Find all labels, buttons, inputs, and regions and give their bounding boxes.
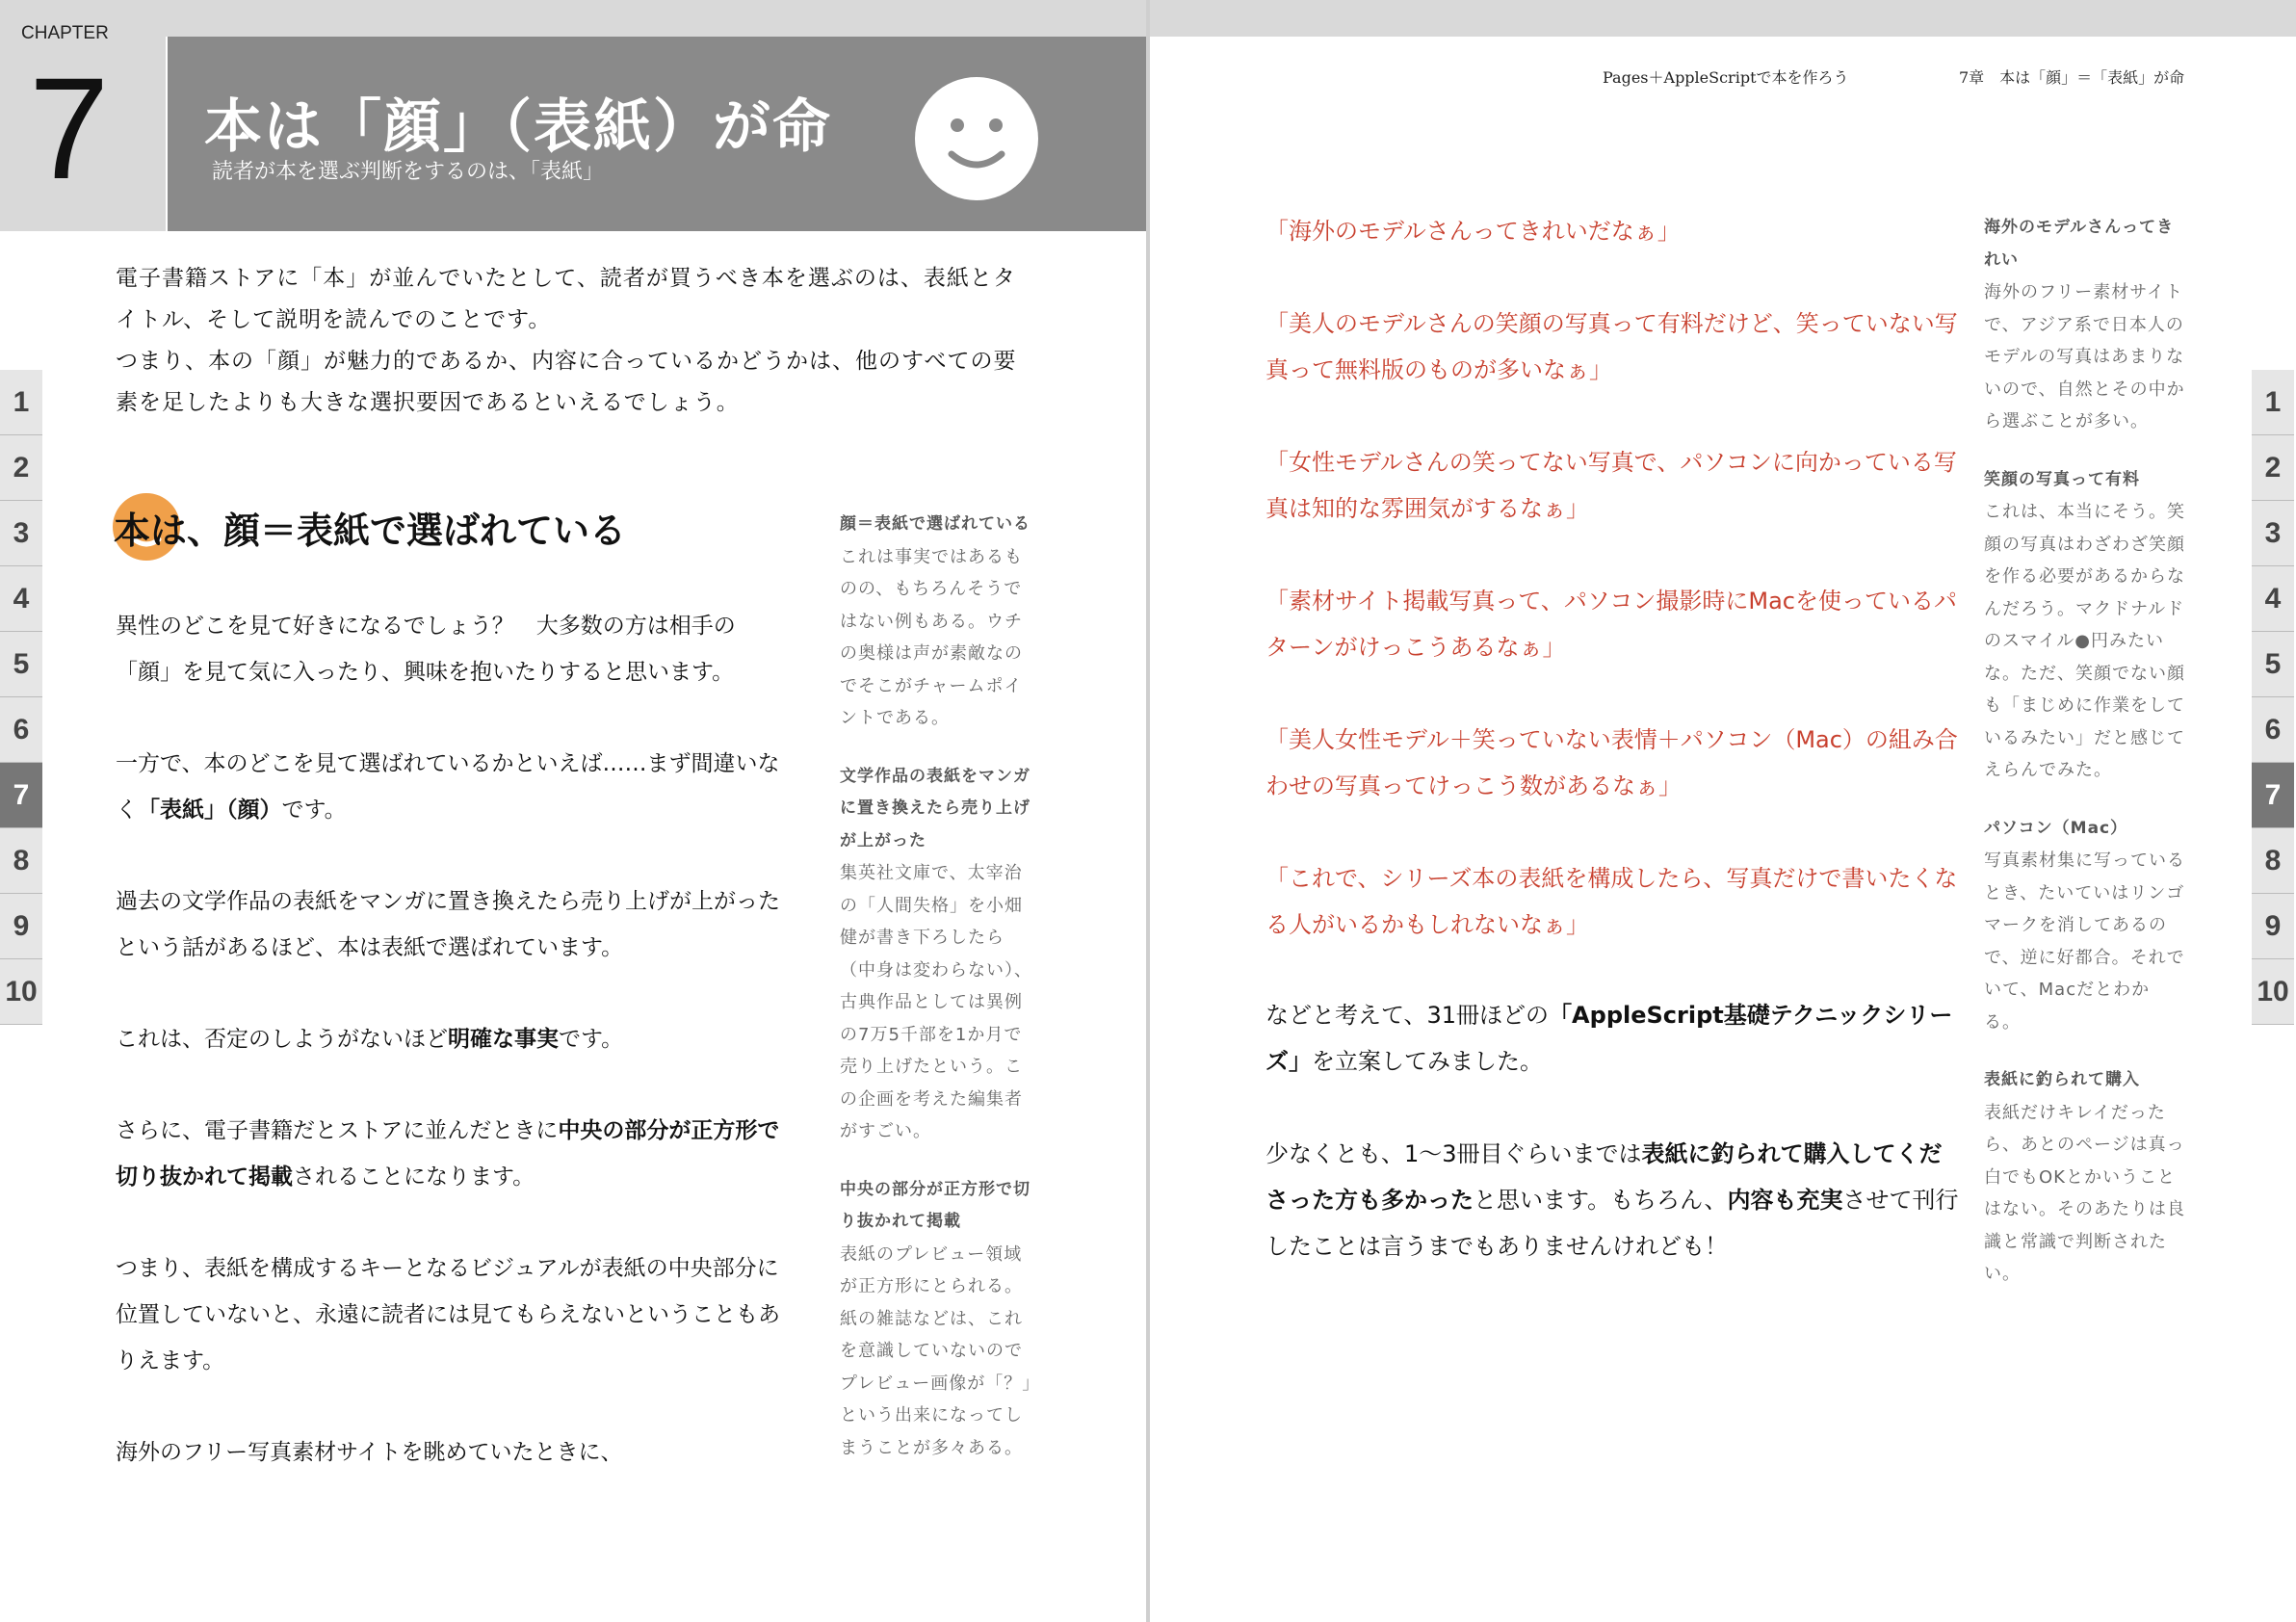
chapter-tabs-left	[0, 370, 42, 1025]
top-margin-strip	[166, 0, 1146, 37]
left-page	[0, 0, 1146, 1622]
paragraph	[116, 1108, 790, 1200]
paragraph	[1265, 992, 1959, 1085]
chapter-tab-5[interactable]: 5	[0, 632, 42, 697]
chapter-tab-2[interactable]: 2	[2252, 435, 2294, 501]
side-note-title: 文学作品の表紙をマンガに置き換えたら売り上げが上がった	[840, 766, 1031, 850]
quote: 「海外のモデルさんってきれいだなぁ」	[1265, 218, 1681, 245]
paragraph: 海外のフリー写真素材サイトを眺めていたときに、	[116, 1440, 623, 1465]
chapter-tab-1[interactable]: 1	[0, 370, 42, 435]
side-note-title: 笑顔の写真って有料	[1984, 469, 2140, 489]
side-note-title: 中央の部分が正方形で切り抜かれて掲載	[840, 1179, 1031, 1231]
bold-text: 「AppleScript基礎テクニックシリーズ」	[1265, 1002, 1953, 1075]
text-run: さらに、電子書籍だとストアに並んだときに	[116, 1118, 559, 1143]
side-note-body: これは、本当にそう。笑顔の写真はわざわざ笑顔を作る必要があるからなんだろう。マクドナルドのスマイル●円みたいな。ただ、笑顔でない顔も「まじめに作業をしているみたい」だと感じてえらんでみた。	[1984, 502, 2185, 780]
chapter-tab-9[interactable]: 9	[2252, 894, 2294, 959]
text-run: 一方で、本のどこを見て選ばれているかといえば……まず間違いなく	[116, 751, 780, 823]
quote: 「美人女性モデル＋笑っていない表情＋パソコン（Mac）の組み合わせの写真ってけっこう数があるなぁ」	[1265, 726, 1958, 799]
chapter-tab-10[interactable]: 10	[2252, 959, 2294, 1025]
text-run: これは、否定のしようがないほど	[116, 1027, 448, 1052]
text-run: させて刊行したことは言うまでもありませんけれども！	[1265, 1187, 1959, 1260]
chapter-tab-8[interactable]: 8	[2252, 828, 2294, 894]
chapter-tab-7[interactable]: 7	[2252, 763, 2294, 828]
side-note-body: 表紙だけキレイだったら、あとのページは真っ白でもOKとかいうことはない。そのあたりは良識と常識で判断されたい。	[1984, 1102, 2185, 1284]
side-note-title: 海外のモデルさんってきれい	[1984, 218, 2175, 270]
side-note	[1984, 1064, 2186, 1291]
chapter-tab-10[interactable]: 10	[0, 959, 42, 1025]
running-head-chapter: 7章 本は「顔」＝「表紙」が命	[1959, 68, 2185, 87]
text-run: などと考えて、31冊ほどの	[1265, 1002, 1550, 1029]
side-note	[1984, 813, 2186, 1039]
chapter-tab-3[interactable]: 3	[2252, 501, 2294, 566]
side-note	[1984, 464, 2186, 787]
text-run: されることになります。	[293, 1164, 535, 1190]
intro-text	[116, 258, 1035, 424]
text-run: を立案してみました。	[1312, 1048, 1543, 1075]
paragraph: 過去の文学作品の表紙をマンガに置き換えたら売り上げが上がったという話があるほど、本は表紙で選ばれています。	[116, 889, 780, 960]
chapter-tab-5[interactable]: 5	[2252, 632, 2294, 697]
paragraph: 異性のどこを見て好きになるでしょう？ 大多数の方は相手の「顔」を見て気に入ったり、興味を抱いたりすると思います。	[116, 614, 736, 685]
chapter-number: 7	[29, 47, 110, 209]
section-heading: 本は、顔＝表紙で選ばれている	[114, 510, 627, 552]
main-column-right	[1265, 992, 1959, 1316]
chapter-tabs-right	[2252, 370, 2294, 1025]
bold-text: 内容も充実	[1727, 1187, 1843, 1214]
running-head-book: Pages＋AppleScriptで本を作ろう	[1603, 68, 1849, 87]
smiley-face-icon	[913, 75, 1040, 202]
bold-text: 表紙に釣られて購入してくださった方も多かった	[1265, 1140, 1943, 1214]
text-run: です。	[281, 798, 347, 823]
bold-text: 「表紙」（顔）	[138, 798, 282, 823]
side-note-title: 表紙に釣られて購入	[1984, 1070, 2140, 1089]
side-notes-right	[1984, 212, 2186, 1317]
text-run: です。	[559, 1027, 624, 1052]
chapter-tab-6[interactable]: 6	[2252, 697, 2294, 763]
quote: 「美人のモデルさんの笑顔の写真って有料だけど、笑っていない写真って無料版のものが多いなぁ」	[1265, 310, 1958, 383]
quote: 「女性モデルさんの笑ってない写真で、パソコンに向かっている写真は知的な雰囲気がするなぁ」	[1265, 449, 1957, 522]
chapter-tab-9[interactable]: 9	[0, 894, 42, 959]
chapter-tab-7[interactable]: 7	[0, 763, 42, 828]
side-note	[840, 761, 1040, 1148]
side-note	[840, 1174, 1040, 1465]
paragraph: つまり、表紙を構成するキーとなるビジュアルが表紙の中央部分に位置していないと、永遠に読者には見てもらえないということもありえます。	[116, 1256, 780, 1373]
quote: 「素材サイト掲載写真って、パソコン撮影時にMacを使っているパターンがけっこうあるなぁ」	[1265, 588, 1957, 661]
side-note-body: 表紙のプレビュー領域が正方形にとられる。紙の雑誌などは、これを意識していないのでプレビュー画像が「？」という出来になってしまうことが多々ある。	[840, 1243, 1032, 1458]
side-note-body: 集英社文庫で、太宰治の「人間失格」を小畑健が書き下ろしたら（中身は変わらない）、古典作品としては異例の7万5千部を1か月で売り上げたという。この企画を考えた編集者がすごい。	[840, 863, 1032, 1141]
top-margin-strip	[1150, 0, 2296, 37]
paragraph	[1265, 1131, 1959, 1269]
chapter-label: CHAPTER	[21, 23, 109, 43]
chapter-subtitle: 読者が本を選ぶ判断をするのは、「表紙」	[212, 160, 605, 184]
bold-text: 中央の部分が正方形で切り抜かれて掲載	[116, 1118, 780, 1190]
quote-list	[1265, 208, 1959, 994]
text-run: と思います。もちろん、	[1474, 1187, 1728, 1214]
side-note	[1984, 212, 2186, 438]
side-note-body: これは事実ではあるものの、もちろんそうではない例もある。ウチの奥様は声が素敵なのでそこがチャームポイントである。	[840, 546, 1023, 728]
right-page	[1150, 0, 2296, 1622]
chapter-title: 本は「顔」（表紙）が命	[204, 93, 832, 161]
chapter-tab-6[interactable]: 6	[0, 697, 42, 763]
text-run: 少なくとも、1〜3冊目ぐらいまでは	[1265, 1140, 1642, 1167]
quote: 「これで、シリーズ本の表紙を構成したら、写真だけで書いたくなる人がいるかもしれないなぁ」	[1265, 865, 1958, 938]
intro-paragraph: 電子書籍ストアに「本」が並んでいたとして、読者が買うべき本を選ぶのは、表紙とタイトル、そして説明を読んでのことです。	[116, 266, 1016, 332]
chapter-tab-4[interactable]: 4	[2252, 566, 2294, 632]
side-note-title: パソコン（Mac）	[1984, 818, 2128, 838]
side-note-title: 顔＝表紙で選ばれている	[840, 514, 1031, 534]
intro-paragraph: つまり、本の「顔」が魅力的であるか、内容に合っているかどうかは、他のすべての要素を足したよりも大きな選択要因であるといえるでしょう。	[116, 349, 1017, 415]
chapter-tab-3[interactable]: 3	[0, 501, 42, 566]
side-note-body: 海外のフリー素材サイトで、アジア系で日本人のモデルの写真はあまりないので、自然とその中から選ぶことが多い。	[1984, 282, 2185, 432]
chapter-tab-8[interactable]: 8	[0, 828, 42, 894]
side-note-body: 写真素材集に写っているとき、たいていはリンゴマークを消してあるので、逆に好都合。それでいて、Macだとわかる。	[1984, 850, 2185, 1033]
paragraph	[116, 1016, 790, 1062]
paragraph	[116, 741, 790, 833]
chapter-box	[0, 0, 166, 231]
bold-text: 明確な事実	[448, 1027, 559, 1052]
main-column	[116, 603, 790, 1521]
side-notes-left	[840, 509, 1040, 1490]
chapter-title-band	[168, 37, 1146, 231]
side-note	[840, 509, 1040, 735]
chapter-tab-2[interactable]: 2	[0, 435, 42, 501]
chapter-tab-4[interactable]: 4	[0, 566, 42, 632]
chapter-tab-1[interactable]: 1	[2252, 370, 2294, 435]
